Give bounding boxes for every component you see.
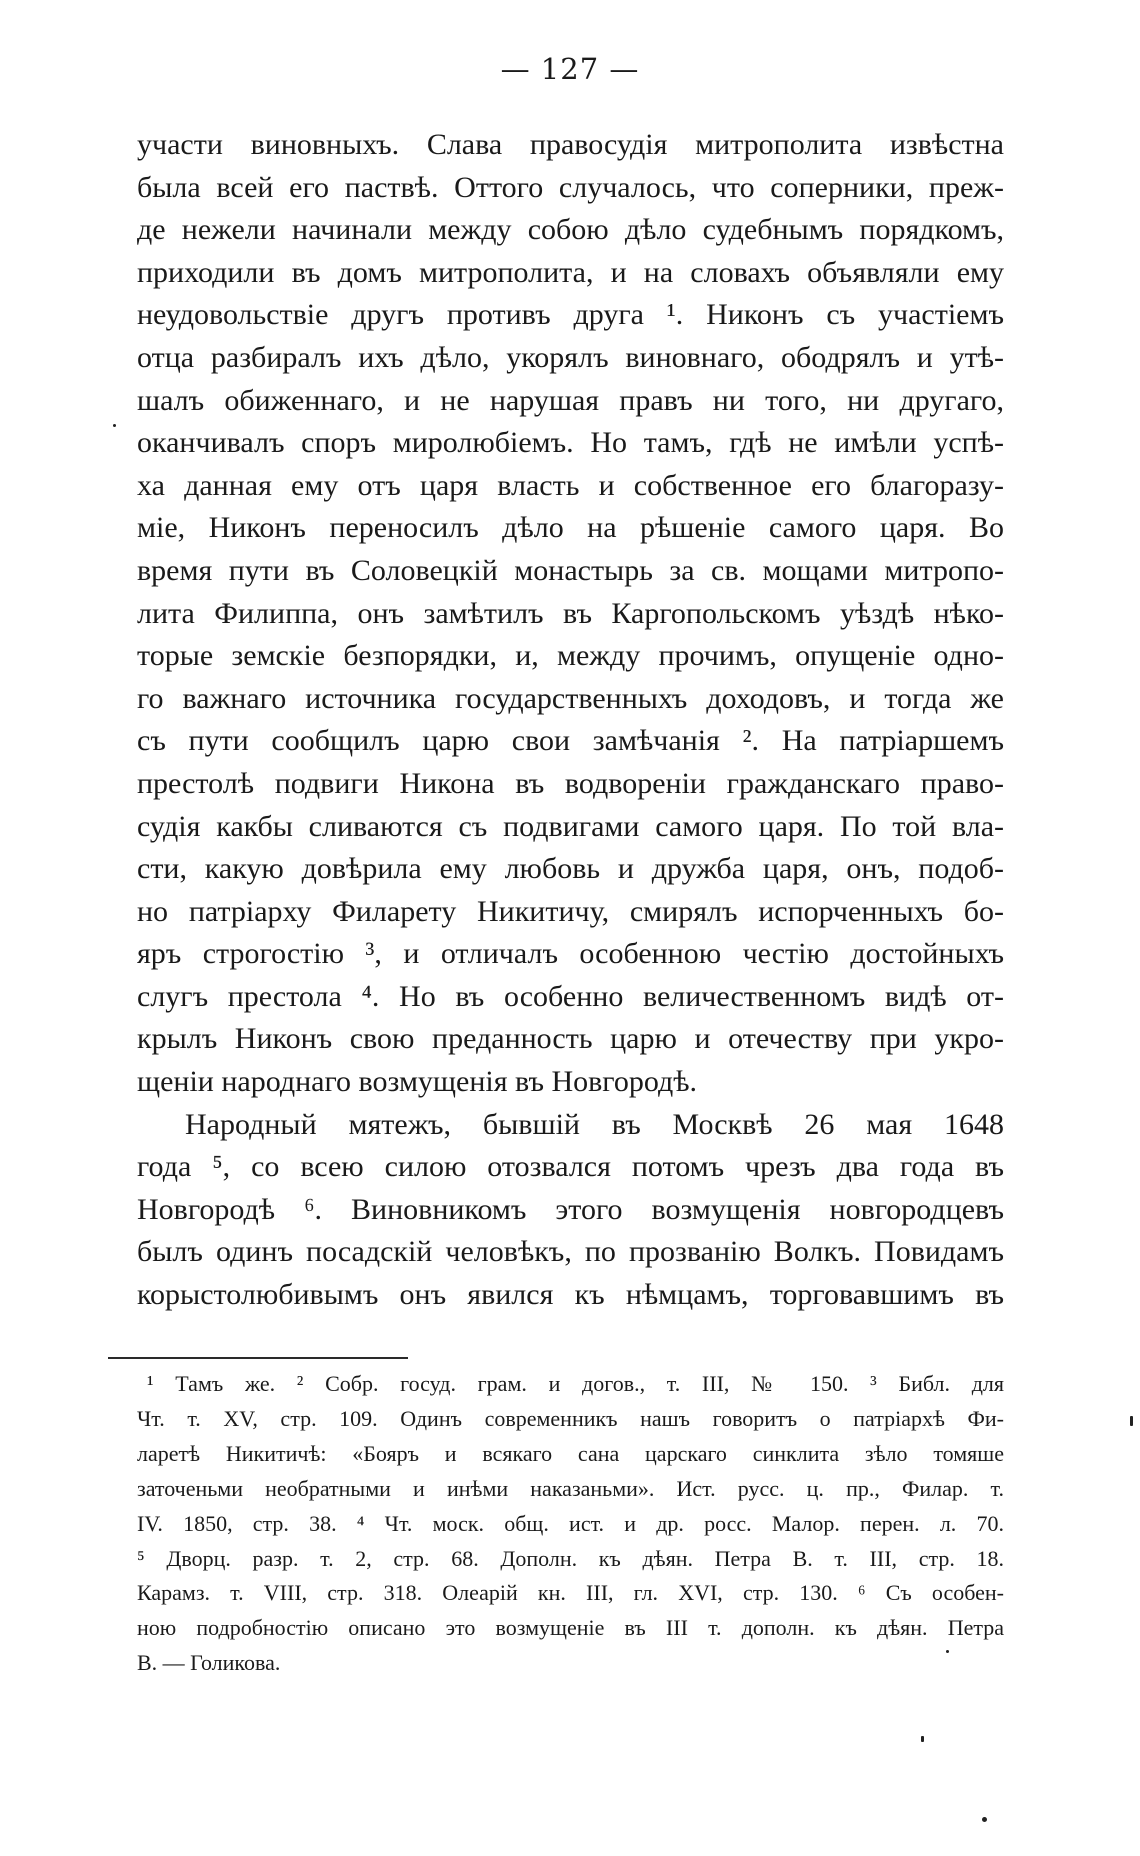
footnote-line: заточеньми необратными и инѣми наказаньми». Ист. русс. ц. пр., Филар. т.	[137, 1475, 1004, 1501]
footnote-line: ною подробностію описано это возмущеніе въ III т. дополн. къ дѣян. Петра	[137, 1615, 1004, 1641]
text-line: крылъ Никонъ свою преданность царю и отечеству при укро-	[137, 1022, 1004, 1056]
text-line: Новгородѣ ⁶. Виновникомъ этого возмущенія новгородцевъ	[137, 1192, 1004, 1226]
text-line: яръ строгостію ³, и отличалъ особенною честію достойныхъ	[137, 937, 1004, 971]
footnote-line: ¹ Тамъ же. ² Собр. госуд. грам. и догов., т. III, № 150. ³ Библ. для	[147, 1371, 1004, 1396]
text-line: торые земскіе безпорядки, и, между прочимъ, опущеніе одно-	[137, 639, 1004, 673]
text-line: лита Филиппа, онъ замѣтилъ въ Каргопольскомъ уѣздѣ нѣко-	[137, 596, 1004, 630]
scan-speck	[1130, 1416, 1133, 1426]
footnote-line: ⁵ Дворц. разр. т. 2, стр. 68. Дополн. къ дѣян. Петра В. т. III, стр. 18.	[137, 1545, 1004, 1571]
text-line-paragraph-start: Народный мятежъ, бывшій въ Москвѣ 26 мая 1648	[185, 1107, 1004, 1141]
scan-speck	[113, 424, 116, 427]
text-line: сти, какую довѣрила ему любовь и дружба царя, онъ, подоб-	[137, 852, 1004, 886]
text-line: но патріарху Филарету Никитичу, смирялъ испорченныхъ бо-	[137, 894, 1004, 928]
text-line: время пути въ Соловецкій монастырь за св. мощами митропо-	[137, 553, 1004, 587]
text-line: оканчивалъ споръ миролюбіемъ. Но тамъ, гдѣ не имѣли успѣ-	[137, 426, 1004, 460]
text-line: престолѣ подвиги Никона въ водвореніи гражданскаго право-	[137, 766, 1004, 800]
text-line: отца разбиралъ ихъ дѣло, укорялъ виновнаго, ободрялъ и утѣ-	[137, 340, 1004, 374]
text-line: была всей его паствѣ. Оттого случалось, что соперники, преж-	[137, 170, 1004, 204]
text-line: былъ одинъ посадскій человѣкъ, по прозванію Волкъ. Повидамъ	[137, 1235, 1004, 1269]
footnote-line: Карамз. т. VIII, стр. 318. Олеарій кн. III, гл. XVI, стр. 130. ⁶ Съ особен-	[137, 1580, 1004, 1606]
scan-speck	[946, 1650, 949, 1653]
footnote-line: IV. 1850, стр. 38. ⁴ Чт. моск. общ. ист. и др. росс. Малор. перен. л. 70.	[137, 1510, 1004, 1536]
text-line: де нежели начинали между собою дѣло судебнымъ порядкомъ,	[137, 213, 1004, 247]
text-line: го важнаго источника государственныхъ доходовъ, и тогда же	[137, 681, 1004, 715]
scan-speck	[982, 1817, 987, 1822]
text-line: участи виновныхъ. Слава правосудія митрополита извѣстна	[137, 128, 1004, 161]
text-line: шалъ обиженнаго, и не нарушая правъ ни того, ни другаго,	[137, 383, 1004, 417]
text-line: слугъ престола ⁴. Но въ особенно величественномъ видѣ от-	[137, 979, 1004, 1013]
text-line: приходили въ домъ митрополита, и на словахъ объявляли ему	[137, 255, 1004, 289]
text-line: корыстолюбивымъ онъ явился къ нѣмцамъ, торговавшимъ въ	[137, 1278, 1004, 1312]
text-line: съ пути сообщилъ царю свои замѣчанія ². На патріаршемъ	[137, 724, 1004, 758]
text-line: ха данная ему отъ царя власть и собственное его благоразу-	[137, 468, 1004, 502]
scan-speck	[921, 1736, 924, 1742]
footnote-line: В. — Голикова.	[137, 1650, 281, 1676]
text-line: міе, Никонъ переносилъ дѣло на рѣшеніе самого царя. Во	[137, 511, 1004, 545]
footnote-rule	[108, 1357, 408, 1359]
text-line: судія какбы сливаются съ подвигами самого царя. По той вла-	[137, 809, 1004, 843]
footnotes	[137, 1367, 1004, 1681]
page-number: — 127 —	[500, 52, 640, 86]
footnote-line: Чт. т. XV, стр. 109. Одинъ современникъ нашъ говоритъ о патріархѣ Фи-	[137, 1405, 1004, 1431]
main-text	[137, 124, 1004, 1317]
text-line: года ⁵, со всею силою отозвался потомъ чрезъ два года въ	[137, 1150, 1004, 1184]
text-line-paragraph-end: щеніи народнаго возмущенія въ Новгородѣ.	[137, 1065, 698, 1099]
text-line: неудовольствіе другъ противъ друга ¹. Никонъ съ участіемъ	[137, 298, 1004, 332]
footnote-line: ларетѣ Никитичѣ: «Бояръ и всякаго сана царскаго синклита зѣло томяше	[137, 1440, 1004, 1466]
